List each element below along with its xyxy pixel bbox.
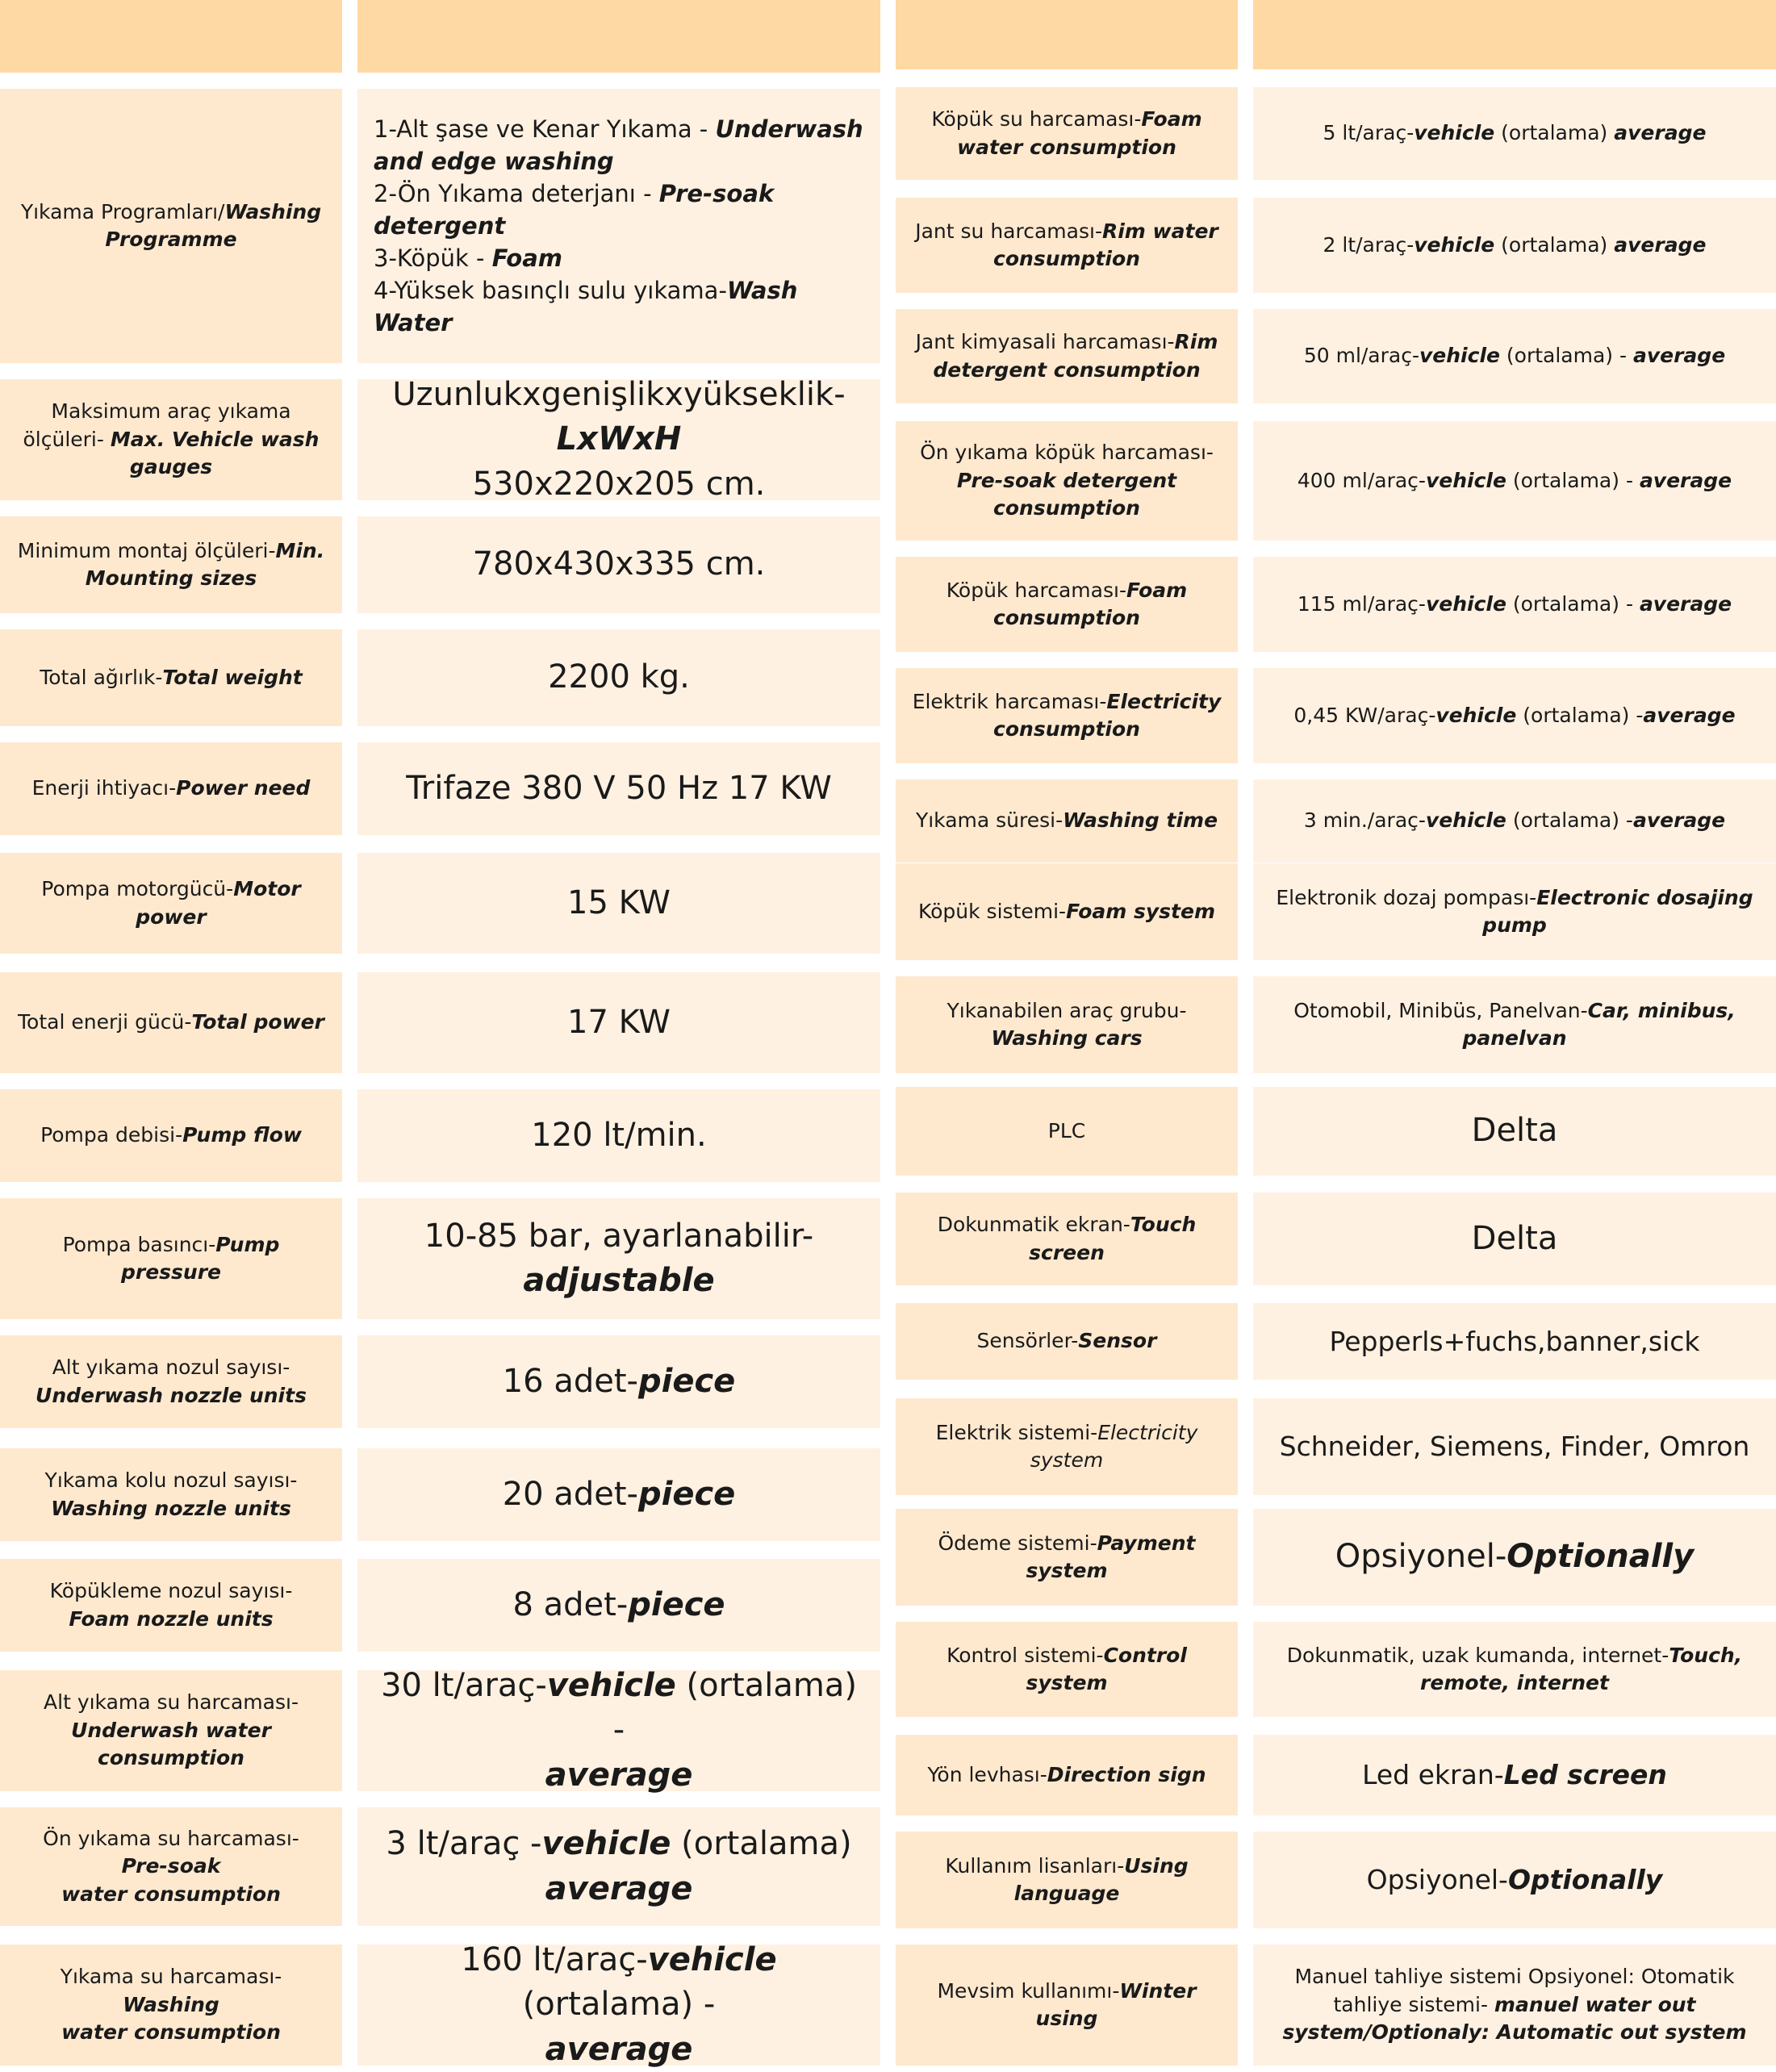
spec-label-text: Elektrik harcaması-Electricity consumption <box>912 689 1222 741</box>
spec-value <box>357 1559 880 1652</box>
spec-value-text: Trifaze 380 V 50 Hz 17 KW <box>406 769 832 807</box>
spec-label-text: Jant kimyasali harcaması-Rim detergent consumption <box>915 330 1218 382</box>
spec-value-text: Elektronik dozaj pompası-Electronic dosajing pump <box>1276 885 1753 937</box>
spec-value-text: 2200 kg. <box>548 658 690 696</box>
wash-program-item: 2-Ön Yıkama deterjanı - Pre-soak detergent <box>374 179 775 240</box>
spec-label <box>896 668 1238 763</box>
spec-value <box>357 1807 880 1926</box>
spec-value <box>1253 198 1776 293</box>
spec-value-text: 780x430x335 cm. <box>472 545 766 583</box>
header-bar-left-label <box>0 0 342 73</box>
spec-label-text: Pompa basıncı-Pump pressure <box>62 1232 280 1284</box>
spec-value <box>1253 1398 1776 1495</box>
spec-label <box>896 1735 1238 1815</box>
spec-value <box>1253 779 1776 863</box>
spec-value <box>1253 668 1776 763</box>
spec-label <box>896 87 1238 180</box>
spec-label-text: Enerji ihtiyacı-Power need <box>31 776 311 800</box>
spec-label <box>896 1832 1238 1928</box>
spec-label-text: Alt yıkama su harcaması- Underwash water consumption <box>44 1690 299 1770</box>
spec-label <box>896 976 1238 1073</box>
spec-value-text: 400 ml/araç-vehicle (ortalama) - average <box>1297 468 1732 492</box>
spec-value-text: 120 lt/min. <box>531 1116 707 1154</box>
spec-label-text: Köpük sistemi-Foam system <box>917 899 1216 923</box>
spec-value-text: 3 min./araç-vehicle (ortalama) -average <box>1303 808 1726 833</box>
spec-label-text: Yön levhası-Direction sign <box>927 1762 1206 1786</box>
spec-value <box>1253 1193 1776 1285</box>
spec-value <box>1253 1622 1776 1717</box>
spec-label <box>896 1193 1238 1285</box>
header-bar-right-value <box>1253 0 1776 69</box>
spec-value-text: 115 ml/araç-vehicle (ortalama) - average <box>1297 591 1732 616</box>
spec-label-text: Pompa debisi-Pump flow <box>40 1123 302 1147</box>
spec-label-text: Minimum montaj ölçüleri-Min. Mounting sizes <box>17 538 325 590</box>
spec-label-text: Pompa motorgücü-Motor power <box>41 877 301 929</box>
spec-label <box>0 379 342 500</box>
header-bar-left-value <box>357 0 880 73</box>
spec-value <box>1253 421 1776 541</box>
spec-label <box>896 1087 1238 1176</box>
spec-label <box>896 863 1238 960</box>
spec-value <box>357 1448 880 1541</box>
spec-value-text: 30 lt/araç-vehicle (ortalama) - average <box>381 1667 857 1794</box>
spec-value-text: 2 lt/araç-vehicle (ortalama) average <box>1323 232 1707 257</box>
spec-value-text: Otomobil, Minibüs, Panelvan-Car, minibus, panelvan <box>1293 998 1736 1050</box>
spec-label <box>0 1448 342 1541</box>
spec-value-text: 50 ml/araç-vehicle (ortalama) - average <box>1303 344 1726 368</box>
spec-label-text: Yıkama süresi-Washing time <box>915 808 1218 833</box>
spec-value <box>1253 557 1776 652</box>
spec-label <box>896 421 1238 541</box>
spec-value-text: Delta <box>1471 1112 1558 1150</box>
spec-value-text: 3 lt/araç -vehicle (ortalama) average <box>386 1825 852 1907</box>
spec-value <box>1253 309 1776 403</box>
spec-value <box>1253 1945 1776 2066</box>
spec-value-text: Uzunlukxgenişlikxyükseklik-LxWxH 530x220x205 cm. <box>392 376 846 503</box>
spec-label-text: Köpük su harcaması-Foam water consumption <box>931 107 1202 159</box>
spec-label-text: Ön yıkama su harcaması- Pre-soak water consumption <box>43 1826 299 1906</box>
spec-value <box>357 516 880 613</box>
spec-value-text: 10-85 bar, ayarlanabilir- adjustable <box>424 1217 814 1299</box>
spec-label <box>896 309 1238 403</box>
spec-label <box>896 557 1238 652</box>
spec-label-text: Yıkama kolu nozul sayısı- Washing nozzle units <box>44 1468 298 1520</box>
spec-value-text: Opsiyonel-Optionally <box>1335 1538 1695 1576</box>
spec-label <box>0 1945 342 2066</box>
spec-label-text: Kontrol sistemi-Control system <box>947 1643 1187 1694</box>
spec-value <box>357 1089 880 1182</box>
spec-label-text: Jant su harcaması-Rim water consumption <box>915 219 1218 270</box>
spec-value-text: 16 adet-piece <box>502 1362 736 1400</box>
spec-label-text: Yıkanabilen araç grubu- Washing cars <box>947 998 1187 1050</box>
spec-value-text: Manuel tahliye sistemi Opsiyonel: Otomatik tahliye sistemi- manuel water out system/Optionaly: Automatic out system <box>1282 1965 1747 2045</box>
spec-label-text: Alt yıkama nozul sayısı- Underwash nozzle units <box>36 1356 307 1407</box>
spec-label-text: Sensörler-Sensor <box>976 1329 1157 1353</box>
spec-label <box>0 742 342 835</box>
spec-value-text: 15 KW <box>567 884 671 921</box>
spec-value <box>1253 1509 1776 1606</box>
spec-value-text: Led ekran-Led screen <box>1362 1759 1667 1791</box>
spec-value <box>357 629 880 726</box>
spec-label <box>0 972 342 1073</box>
spec-label-text: Total enerji gücü-Total power <box>18 1010 324 1034</box>
spec-label <box>896 779 1238 863</box>
spec-value <box>357 1941 880 2068</box>
spec-label-text: Kullanım lisanları-Using language <box>945 1853 1189 1905</box>
spec-value <box>357 376 880 503</box>
spec-label <box>0 1807 342 1926</box>
spec-value <box>357 89 880 363</box>
spec-value <box>1253 1735 1776 1815</box>
spec-value-text: 0,45 KW/araç-vehicle (ortalama) -average <box>1293 703 1736 727</box>
spec-label <box>0 629 342 726</box>
wash-program-item: 1-Alt şase ve Kenar Yıkama - Underwash and edge washing <box>374 115 863 175</box>
spec-value <box>1253 87 1776 180</box>
spec-value <box>1253 1303 1776 1380</box>
spec-label <box>0 1335 342 1428</box>
wash-program-item: 4-Yüksek basınçlı sulu yıkama-Wash Water <box>374 277 798 337</box>
spec-label-text: Dokunmatik ekran-Touch screen <box>937 1213 1197 1264</box>
spec-value <box>1253 1087 1776 1176</box>
wash-program-list <box>374 113 864 339</box>
spec-value-text: 8 adet-piece <box>512 1585 725 1623</box>
spec-value <box>357 972 880 1073</box>
spec-value <box>1253 1832 1776 1928</box>
spec-value-text: Delta <box>1471 1219 1558 1257</box>
spec-label <box>896 1398 1238 1495</box>
spec-label-text: Maksimum araç yıkama ölçüleri- Max. Vehicle wash gauges <box>23 399 320 479</box>
spec-label-text: Köpükleme nozul sayısı- Foam nozzle units <box>49 1579 293 1631</box>
spec-value <box>1253 863 1776 960</box>
spec-value <box>357 1198 880 1319</box>
spec-label-text: Köpük harcaması-Foam consumption <box>946 578 1188 629</box>
spec-value-text: Dokunmatik, uzak kumanda, internet-Touch, remote, internet <box>1286 1643 1743 1694</box>
spec-label <box>896 1303 1238 1380</box>
spec-label-text: Total ağırlık-Total weight <box>40 665 303 689</box>
header-bar-right-label <box>896 0 1238 69</box>
spec-label <box>0 1670 342 1791</box>
spec-label <box>0 853 342 954</box>
spec-label <box>896 198 1238 293</box>
spec-value-text: 17 KW <box>567 1003 671 1041</box>
spec-label-text: Ön yıkama köpük harcaması- Pre-soak detergent consumption <box>920 441 1214 520</box>
wash-program-item: 3-Köpük - Foam <box>374 244 562 272</box>
spec-label <box>896 1945 1238 2066</box>
spec-label <box>0 1198 342 1319</box>
spec-value-text: 20 adet-piece <box>502 1475 736 1513</box>
spec-value <box>1253 976 1776 1073</box>
spec-value <box>357 1667 880 1794</box>
spec-value-text: Pepperls+fuchs,banner,sick <box>1329 1325 1700 1357</box>
spec-label-text: Mevsim kullanımı-Winter using <box>937 1978 1197 2030</box>
spec-label-text: Elektrik sistemi-Electricity system <box>935 1420 1198 1472</box>
spec-label <box>896 1509 1238 1606</box>
spec-label-text: Yıkama Programları/Washing Programme <box>20 199 322 251</box>
spec-label-text: Yıkama su harcaması- Washing water consumption <box>60 1965 282 2045</box>
spec-value-text: 5 lt/araç-vehicle (ortalama) average <box>1323 121 1707 145</box>
spec-value <box>357 1335 880 1428</box>
spec-label <box>0 1089 342 1182</box>
spec-value-text: 160 lt/araç-vehicle (ortalama) - average <box>461 1941 777 2068</box>
spec-label <box>0 516 342 613</box>
spec-value-text: Schneider, Siemens, Finder, Omron <box>1279 1431 1750 1463</box>
spec-label-text: Ödeme sistemi-Payment system <box>938 1531 1196 1582</box>
spec-label-text: PLC <box>1047 1118 1086 1143</box>
spec-value <box>357 742 880 835</box>
spec-label <box>896 1622 1238 1717</box>
spec-value <box>357 853 880 954</box>
spec-label <box>0 89 342 363</box>
spec-value-text: Opsiyonel-Optionally <box>1366 1864 1663 1896</box>
spec-label <box>0 1559 342 1652</box>
